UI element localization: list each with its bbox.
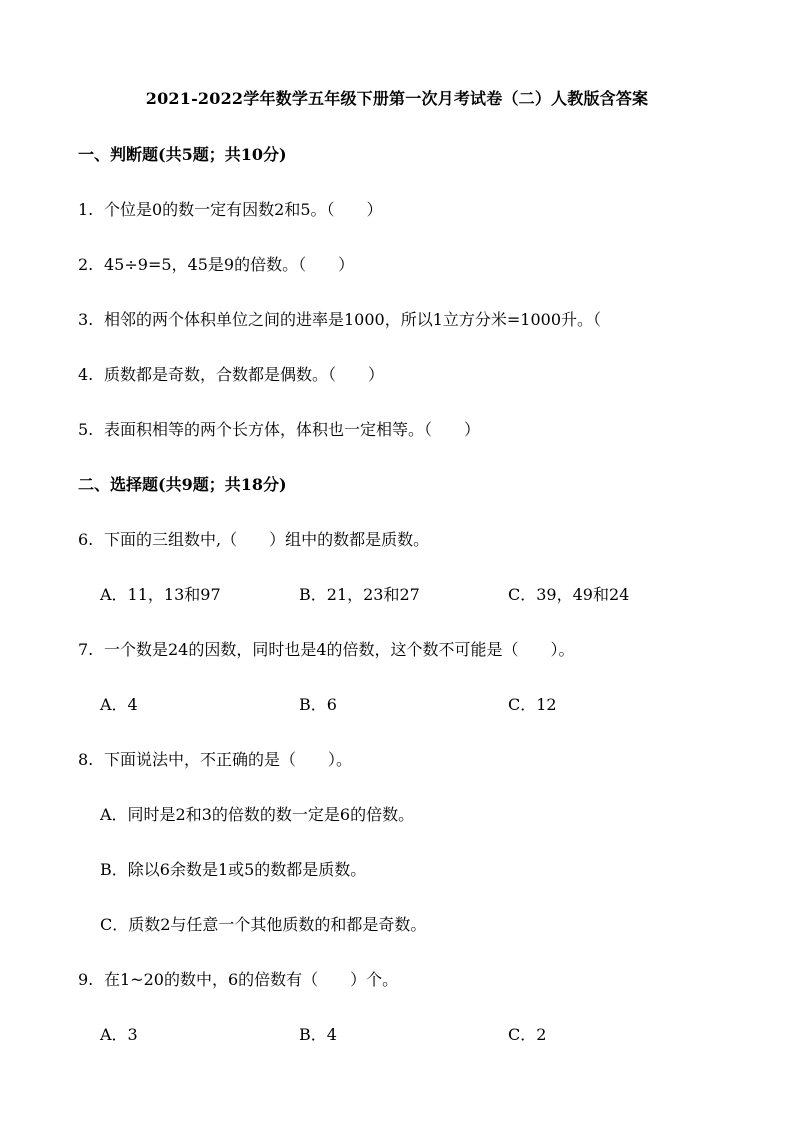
option-a: A．11，13和97 bbox=[100, 585, 221, 604]
question-3 bbox=[78, 307, 601, 330]
section-heading-choice: 二、选择题(共9题；共18分) bbox=[78, 475, 287, 494]
question-number: 6. bbox=[78, 530, 94, 549]
option-c: C．2 bbox=[508, 1025, 547, 1044]
question-number: 3. bbox=[78, 310, 94, 329]
question-number: 9. bbox=[78, 970, 94, 989]
question-8 bbox=[78, 747, 352, 770]
question-number: 4. bbox=[78, 365, 94, 384]
question-text: 45÷9=5，45是9的倍数。（ ） bbox=[104, 255, 355, 274]
question-number: 1. bbox=[78, 200, 94, 219]
question-9 bbox=[78, 967, 398, 990]
page-title: 2021-2022学年数学五年级下册第一次月考试卷（二）人教版含答案 bbox=[145, 89, 649, 108]
question-text: 一个数是24的因数，同时也是4的倍数，这个数不可能是（ ）。 bbox=[104, 640, 575, 659]
question-7 bbox=[78, 637, 575, 660]
option-b: B．4 bbox=[299, 1025, 337, 1044]
option-c: C．39，49和24 bbox=[508, 585, 630, 604]
question-text: 表面积相等的两个长方体，体积也一定相等。（ ） bbox=[104, 420, 481, 439]
question-5 bbox=[78, 417, 480, 440]
question-text: 相邻的两个体积单位之间的进率是1000，所以1立方分米=1000升。（ bbox=[104, 310, 602, 329]
question-number: 2. bbox=[78, 255, 94, 274]
option-a: A．3 bbox=[100, 1025, 138, 1044]
question-text: 下面说法中，不正确的是（ ）。 bbox=[104, 750, 353, 769]
option-a: A．同时是2和3的倍数的数一定是6的倍数。 bbox=[100, 805, 415, 824]
question-number: 7. bbox=[78, 640, 94, 659]
question-4 bbox=[78, 362, 384, 385]
option-a: A．4 bbox=[100, 695, 138, 714]
option-c: C．质数2与任意一个其他质数的和都是奇数。 bbox=[100, 915, 427, 934]
option-b: B．21，23和27 bbox=[299, 585, 420, 604]
question-number: 8. bbox=[78, 750, 94, 769]
question-1 bbox=[78, 197, 383, 220]
question-text: 个位是0的数一定有因数2和5。（ ） bbox=[104, 200, 383, 219]
option-c: C．12 bbox=[508, 695, 557, 714]
section-heading-judgment: 一、判断题(共5题；共10分) bbox=[78, 145, 287, 164]
question-text: 质数都是奇数，合数都是偶数。（ ） bbox=[104, 365, 385, 384]
question-6 bbox=[78, 527, 429, 550]
question-text: 在1~20的数中，6的倍数有（ ）个。 bbox=[104, 970, 399, 989]
option-b: B．6 bbox=[299, 695, 337, 714]
question-2 bbox=[78, 252, 354, 275]
question-number: 5. bbox=[78, 420, 94, 439]
question-text: 下面的三组数中,（ ）组中的数都是质数。 bbox=[104, 530, 430, 549]
option-b: B．除以6余数是1或5的数都是质数。 bbox=[100, 860, 367, 879]
